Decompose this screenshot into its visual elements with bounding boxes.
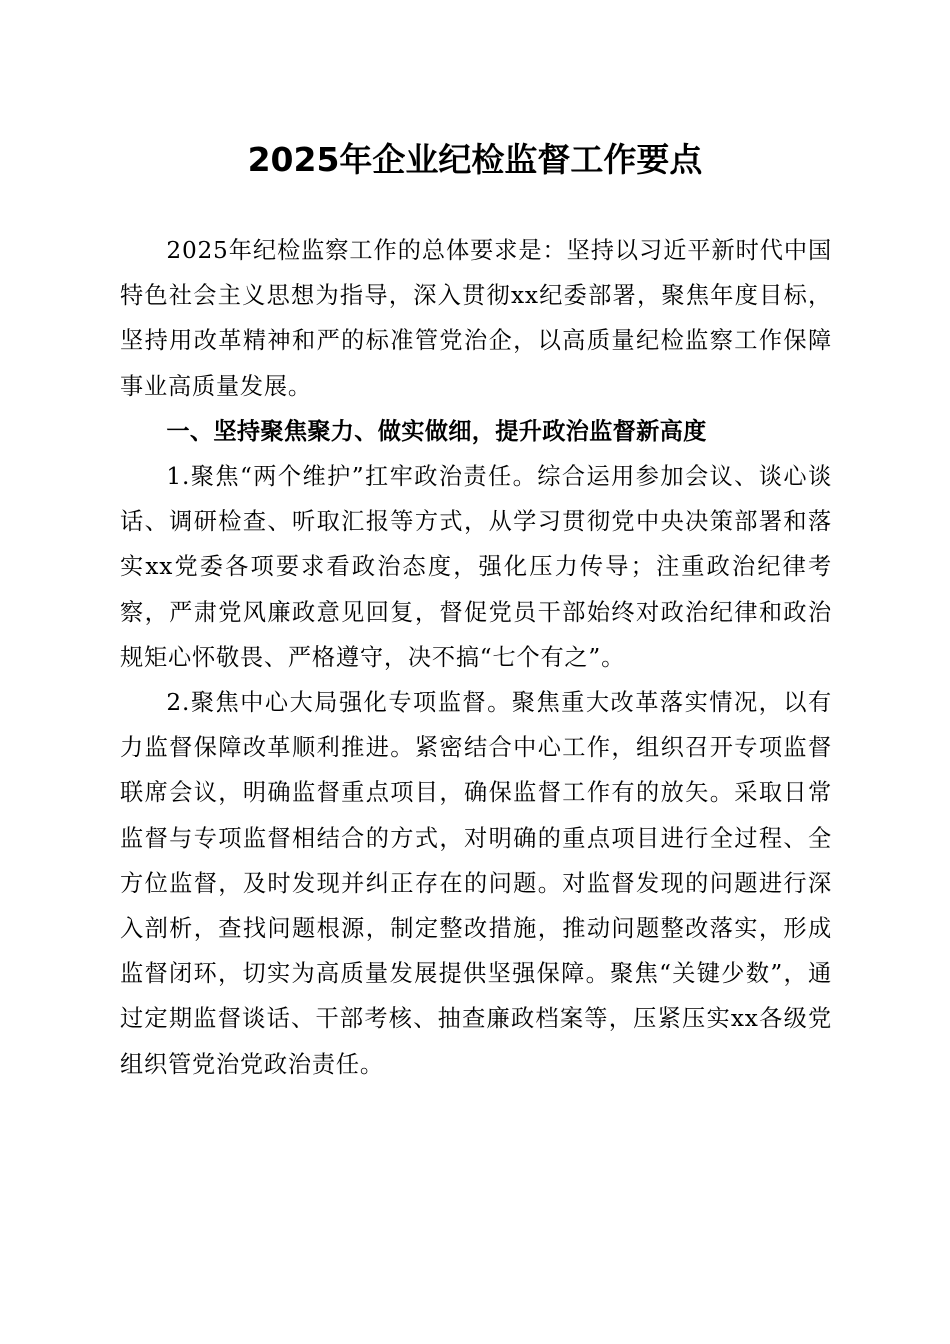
item-1-paragraph: 1.聚焦“两个维护”扛牢政治责任。综合运用参加会议、谈心谈话、调研检查、听取汇报等方式，从学习贯彻党中央决策部署和落实xx党委各项要求看政治态度，强化压力传导；注重政治纪律考察，严肃党风廉政意见回复，督促党员干部始终对政治纪律和政治规矩心怀敬畏、严格遵守，决不搞“七个有之”。 [120,463,832,671]
section-1-heading: 一、坚持聚焦聚力、做实做细，提升政治监督新高度 [166,417,707,445]
intro-paragraph: 2025年纪检监察工作的总体要求是：坚持以习近平新时代中国特色社会主义思想为指导，深入贯彻xx纪委部署，聚焦年度目标，坚持用改革精神和严的标准管党治企，以高质量纪检监察工作保障事业高质量发展。 [120,237,832,400]
document-body [120,228,832,1087]
document-title: 2025年企业纪检监督工作要点 [247,140,703,179]
item-2-paragraph: 2.聚焦中心大局强化专项监督。聚焦重大改革落实情况，以有力监督保障改革顺利推进。紧密结合中心工作，组织召开专项监督联席会议，明确监督重点项目，确保监督工作有的放矢。采取日常监督与专项监督相结合的方式，对明确的重点项目进行全过程、全方位监督，及时发现并纠正存在的问题。对监督发现的问题进行深入剖析，查找问题根源，制定整改措施，推动问题整改落实，形成监督闭环，切实为高质量发展提供坚强保障。聚焦“关键少数”，通过定期监督谈话、干部考核、抽查廉政档案等，压紧压实xx各级党组织管党治党政治责任。 [120,689,832,1078]
